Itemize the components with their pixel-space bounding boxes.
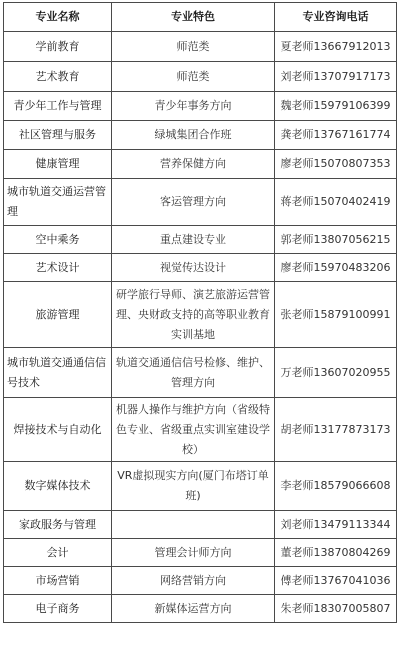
table-row [4, 92, 397, 121]
contact-phone: 龚老师13767161774 [275, 121, 397, 150]
major-feature: 青少年事务方向 [112, 92, 275, 121]
major-feature: 研学旅行导师、演艺旅游运营管理、央财政支持的高等职业教育实训基地 [112, 282, 275, 348]
major-name: 艺术教育 [4, 62, 112, 92]
contact-phone: 董老师13870804269 [275, 539, 397, 567]
major-name: 市场营销 [4, 567, 112, 595]
table-row [4, 121, 397, 150]
table-row [4, 595, 397, 623]
contact-phone: 刘老师13479113344 [275, 511, 397, 539]
table-row [4, 539, 397, 567]
contact-phone: 蒋老师15070402419 [275, 179, 397, 226]
header-major-name: 专业名称 [4, 3, 112, 32]
table-row [4, 62, 397, 92]
major-name: 空中乘务 [4, 226, 112, 254]
major-name: 数字媒体技术 [4, 462, 112, 511]
major-name: 旅游管理 [4, 282, 112, 348]
major-name: 城市轨道交通运营管理 [4, 179, 112, 226]
table-row [4, 254, 397, 282]
contact-phone: 万老师13607020955 [275, 348, 397, 398]
major-feature: 网络营销方向 [112, 567, 275, 595]
contact-phone: 魏老师15979106399 [275, 92, 397, 121]
major-feature: VR虚拟现实方向(厦门布塔订单班) [112, 462, 275, 511]
contact-phone: 张老师15879100991 [275, 282, 397, 348]
major-feature [112, 511, 275, 539]
major-name: 电子商务 [4, 595, 112, 623]
header-contact-phone: 专业咨询电话 [275, 3, 397, 32]
header-major-feature: 专业特色 [112, 3, 275, 32]
table-row [4, 398, 397, 462]
major-name: 社区管理与服务 [4, 121, 112, 150]
major-name: 学前教育 [4, 32, 112, 62]
major-feature: 轨道交通通信信号检修、维护、管理方向 [112, 348, 275, 398]
major-feature: 机器人操作与维护方向（省级特色专业、省级重点实训室建设学校） [112, 398, 275, 462]
contact-phone: 夏老师13667912013 [275, 32, 397, 62]
header-row [4, 3, 397, 32]
table-row [4, 511, 397, 539]
major-name: 艺术设计 [4, 254, 112, 282]
table-row [4, 282, 397, 348]
major-feature: 视觉传达设计 [112, 254, 275, 282]
contact-phone: 朱老师18307005807 [275, 595, 397, 623]
major-name: 城市轨道交通通信信号技术 [4, 348, 112, 398]
major-feature: 绿城集团合作班 [112, 121, 275, 150]
major-name: 会计 [4, 539, 112, 567]
major-feature: 管理会计师方向 [112, 539, 275, 567]
contact-phone: 李老师18579066608 [275, 462, 397, 511]
majors-table [3, 2, 397, 623]
major-name: 焊接技术与自动化 [4, 398, 112, 462]
major-feature: 客运管理方向 [112, 179, 275, 226]
table-row [4, 150, 397, 179]
table-row [4, 348, 397, 398]
contact-phone: 廖老师15070807353 [275, 150, 397, 179]
major-feature: 师范类 [112, 32, 275, 62]
table-row [4, 462, 397, 511]
table-row [4, 32, 397, 62]
contact-phone: 傅老师13767041036 [275, 567, 397, 595]
major-feature: 新媒体运营方向 [112, 595, 275, 623]
major-feature: 师范类 [112, 62, 275, 92]
major-feature: 重点建设专业 [112, 226, 275, 254]
major-name: 健康管理 [4, 150, 112, 179]
table-row [4, 567, 397, 595]
major-feature: 营养保健方向 [112, 150, 275, 179]
table-row [4, 226, 397, 254]
contact-phone: 胡老师13177873173 [275, 398, 397, 462]
table-row [4, 179, 397, 226]
major-name: 青少年工作与管理 [4, 92, 112, 121]
contact-phone: 刘老师13707917173 [275, 62, 397, 92]
contact-phone: 廖老师15970483206 [275, 254, 397, 282]
contact-phone: 郭老师13807056215 [275, 226, 397, 254]
major-name: 家政服务与管理 [4, 511, 112, 539]
